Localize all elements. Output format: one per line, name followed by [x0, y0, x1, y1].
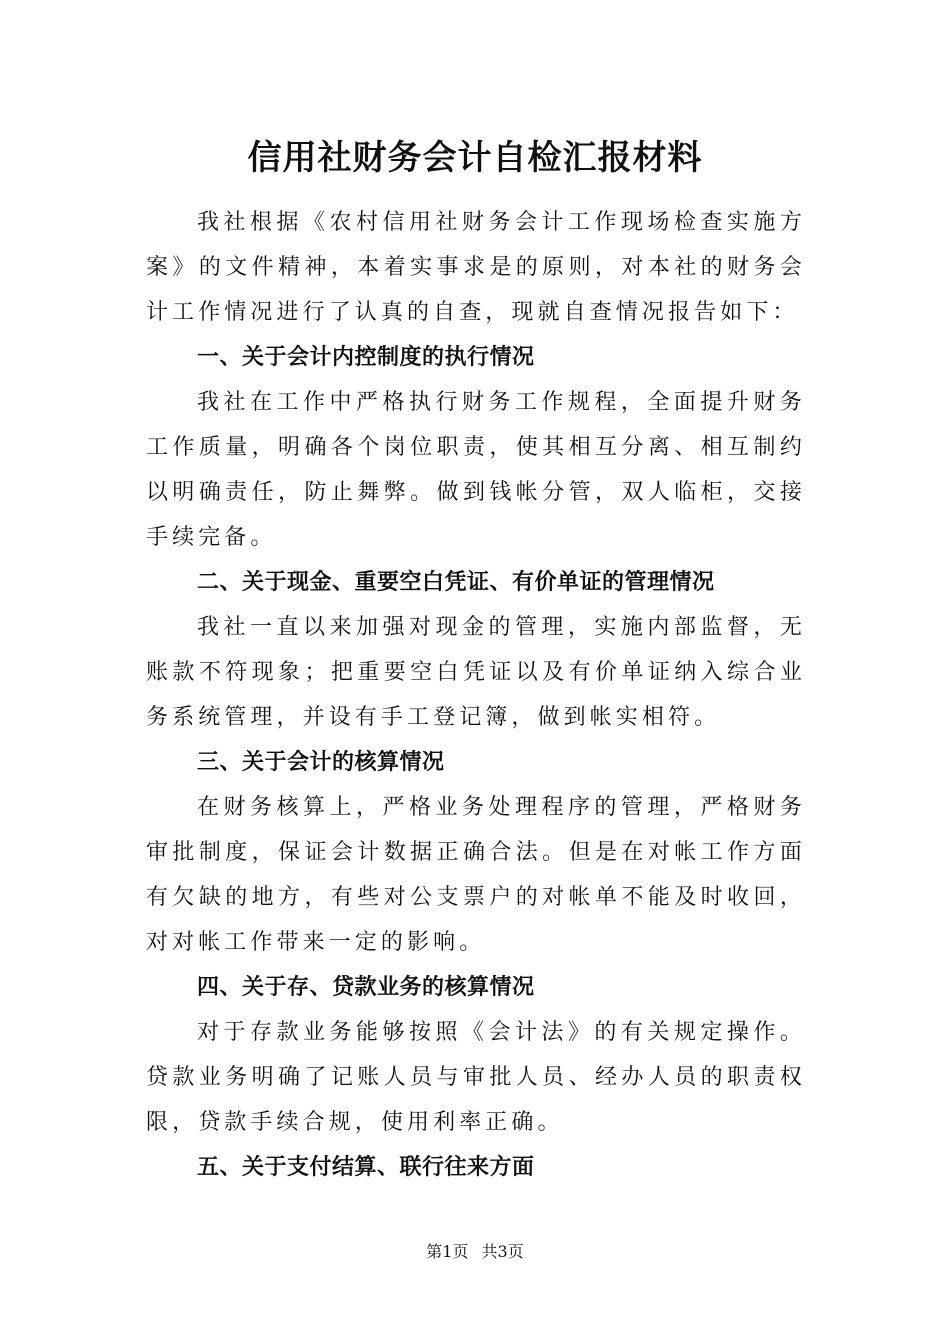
section-heading-5: 五、关于支付结算、联行往来方面 — [197, 1155, 535, 1180]
section-paragraph-2: 我社一直以来加强对现金的管理，实施内部监督，无账款不符现象；把重要空白凭证以及有价单证纳入综合业务系统管理，并设有手工登记簿，做到帐实相符。 — [146, 615, 806, 730]
section-heading-1: 一、关于会计内控制度的执行情况 — [197, 345, 535, 370]
page-total: 共3页 — [481, 1242, 524, 1261]
section-paragraph-3: 在财务核算上，严格业务处理程序的管理，严格财务审批制度，保证会计数据正确合法。但是在对帐工作方面有欠缺的地方，有些对公支票户的对帐单不能及时收回，对对帐工作带来一定的影响。 — [146, 795, 806, 955]
section-heading-3: 三、关于会计的核算情况 — [197, 750, 445, 775]
section-paragraph-4: 对于存款业务能够按照《会计法》的有关规定操作。贷款业务明确了记账人员与审批人员、经办人员的职责权限，贷款手续合规，使用利率正确。 — [146, 1020, 806, 1135]
document-title: 信用社财务会计自检汇报材料 — [247, 138, 703, 178]
page-number: 第1页 — [426, 1242, 469, 1261]
intro-paragraph: 我社根据《农村信用社财务会计工作现场检查实施方案》的文件精神，本着实事求是的原则，对本社的财务会计工作情况进行了认真的自查，现就自查情况报告如下： — [146, 210, 806, 325]
section-heading-4: 四、关于存、贷款业务的核算情况 — [197, 975, 535, 1000]
section-heading-2: 二、关于现金、重要空白凭证、有价单证的管理情况 — [197, 570, 715, 595]
document-body — [146, 200, 806, 1190]
section-paragraph-1: 我社在工作中严格执行财务工作规程，全面提升财务工作质量，明确各个岗位职责，使其相互分离、相互制约以明确责任，防止舞弊。做到钱帐分管，双人临柜，交接手续完备。 — [146, 390, 806, 550]
page-footer — [0, 1240, 950, 1264]
